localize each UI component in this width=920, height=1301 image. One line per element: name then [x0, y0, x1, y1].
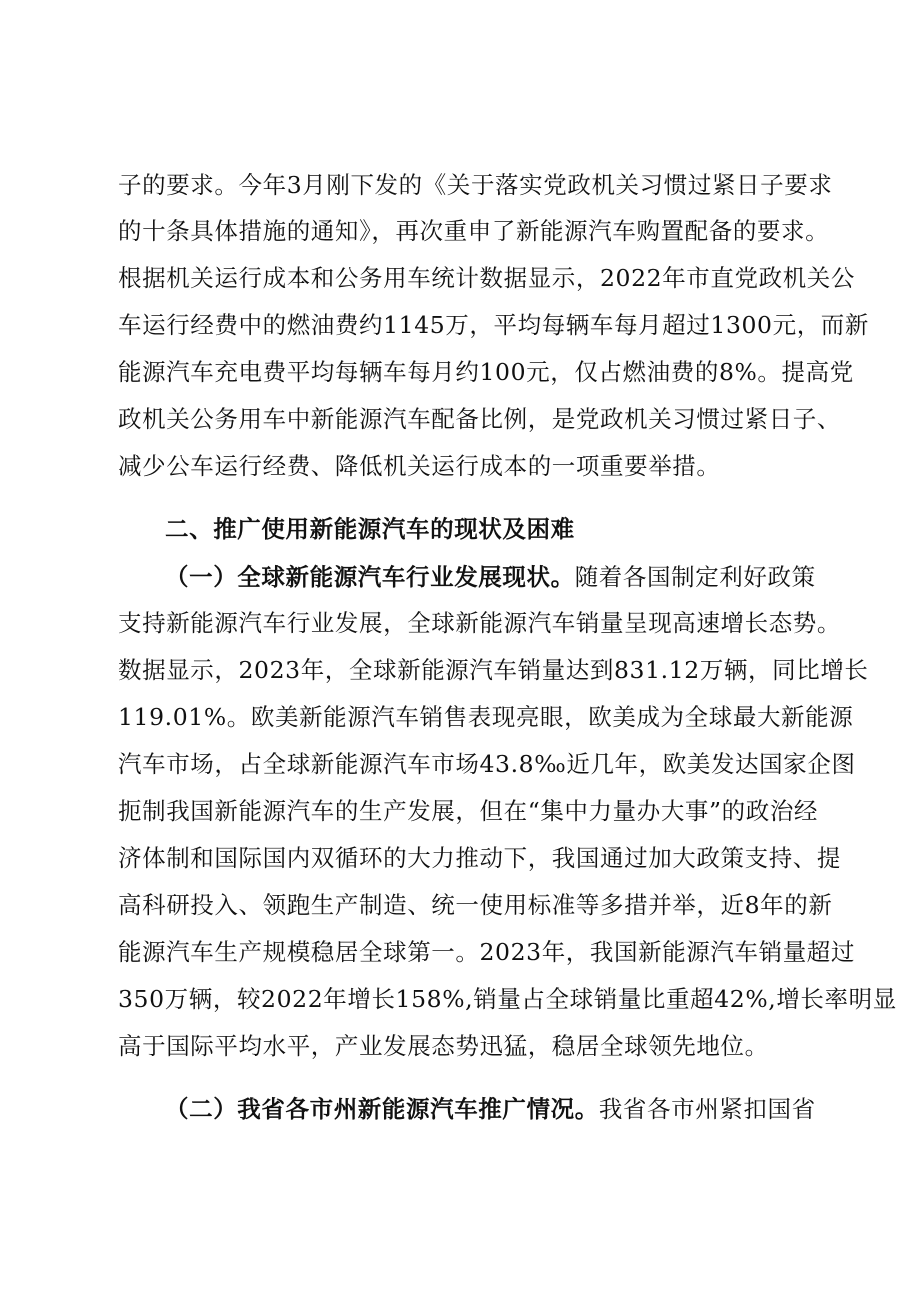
subsection-text: 我省各市州紧扣国省	[598, 1095, 816, 1123]
paragraph-line: 支持新能源汽车行业发展，全球新能源汽车销量呈现高速增长态势。	[118, 609, 841, 637]
subsection-first-line	[165, 554, 865, 600]
paragraph-line: 子的要求。今年3月刚下发的《关于落实党政机关习惯过紧日子要求	[118, 171, 833, 199]
paragraph-line: 车运行经费中的燃油费约1145万，平均每辆车每月超过1300元，而新	[118, 311, 870, 339]
paragraph-line: 扼制我国新能源汽车的生产发展，但在“集中力量办大事”的政治经	[118, 797, 819, 825]
paragraph-line: 济体制和国际国内双循环的大力推动下，我国通过加大政策支持、提	[118, 844, 841, 872]
paragraph-line: 高科研投入、领跑生产制造、统一使用标准等多措并举，近8年的新	[118, 891, 833, 919]
subsection-text: 随着各国制定利好政策	[574, 563, 816, 591]
paragraph-line: 能源汽车充电费平均每辆车每月约100元，仅占燃油费的8%。提高党	[118, 358, 854, 386]
paragraph-line: 数据显示，2023年，全球新能源汽车销量达到831.12万辆，同比增长	[118, 656, 869, 684]
section-heading: 二、推广使用新能源汽车的现状及困难	[165, 515, 575, 543]
paragraph-line: 350万辆，较2022年增长158%,销量占全球销量比重超42%,增长率明显	[118, 985, 897, 1013]
subsection-title: （二）我省各市州新能源汽车推广情况。	[165, 1095, 599, 1123]
paragraph-line: 高于国际平均水平，产业发展态势迅猛，稳居全球领先地位。	[118, 1032, 769, 1060]
subsection-title: （一）全球新能源汽车行业发展现状。	[165, 563, 575, 591]
paragraph-line: 119.01%。欧美新能源汽车销售表现亮眼，欧美成为全球最大新能源	[118, 703, 854, 731]
subsection-first-line	[165, 1086, 865, 1132]
paragraph-line: 汽车市场，占全球新能源汽车市场43.8‰近几年，欧美发达国家企图	[118, 750, 856, 778]
paragraph-line: 政机关公务用车中新能源汽车配备比例，是党政机关习惯过紧日子、	[118, 405, 841, 433]
paragraph-line: 根据机关运行成本和公务用车统计数据显示，2022年市直党政机关公	[118, 264, 856, 292]
paragraph-line: 能源汽车生产规模稳居全球第一。2023年，我国新能源汽车销量超过	[118, 938, 856, 966]
paragraph-line: 的十条具体措施的通知》，再次重申了新能源汽车购置配备的要求。	[118, 217, 830, 245]
paragraph-line: 减少公车运行经费、降低机关运行成本的一项重要举措。	[118, 452, 721, 480]
